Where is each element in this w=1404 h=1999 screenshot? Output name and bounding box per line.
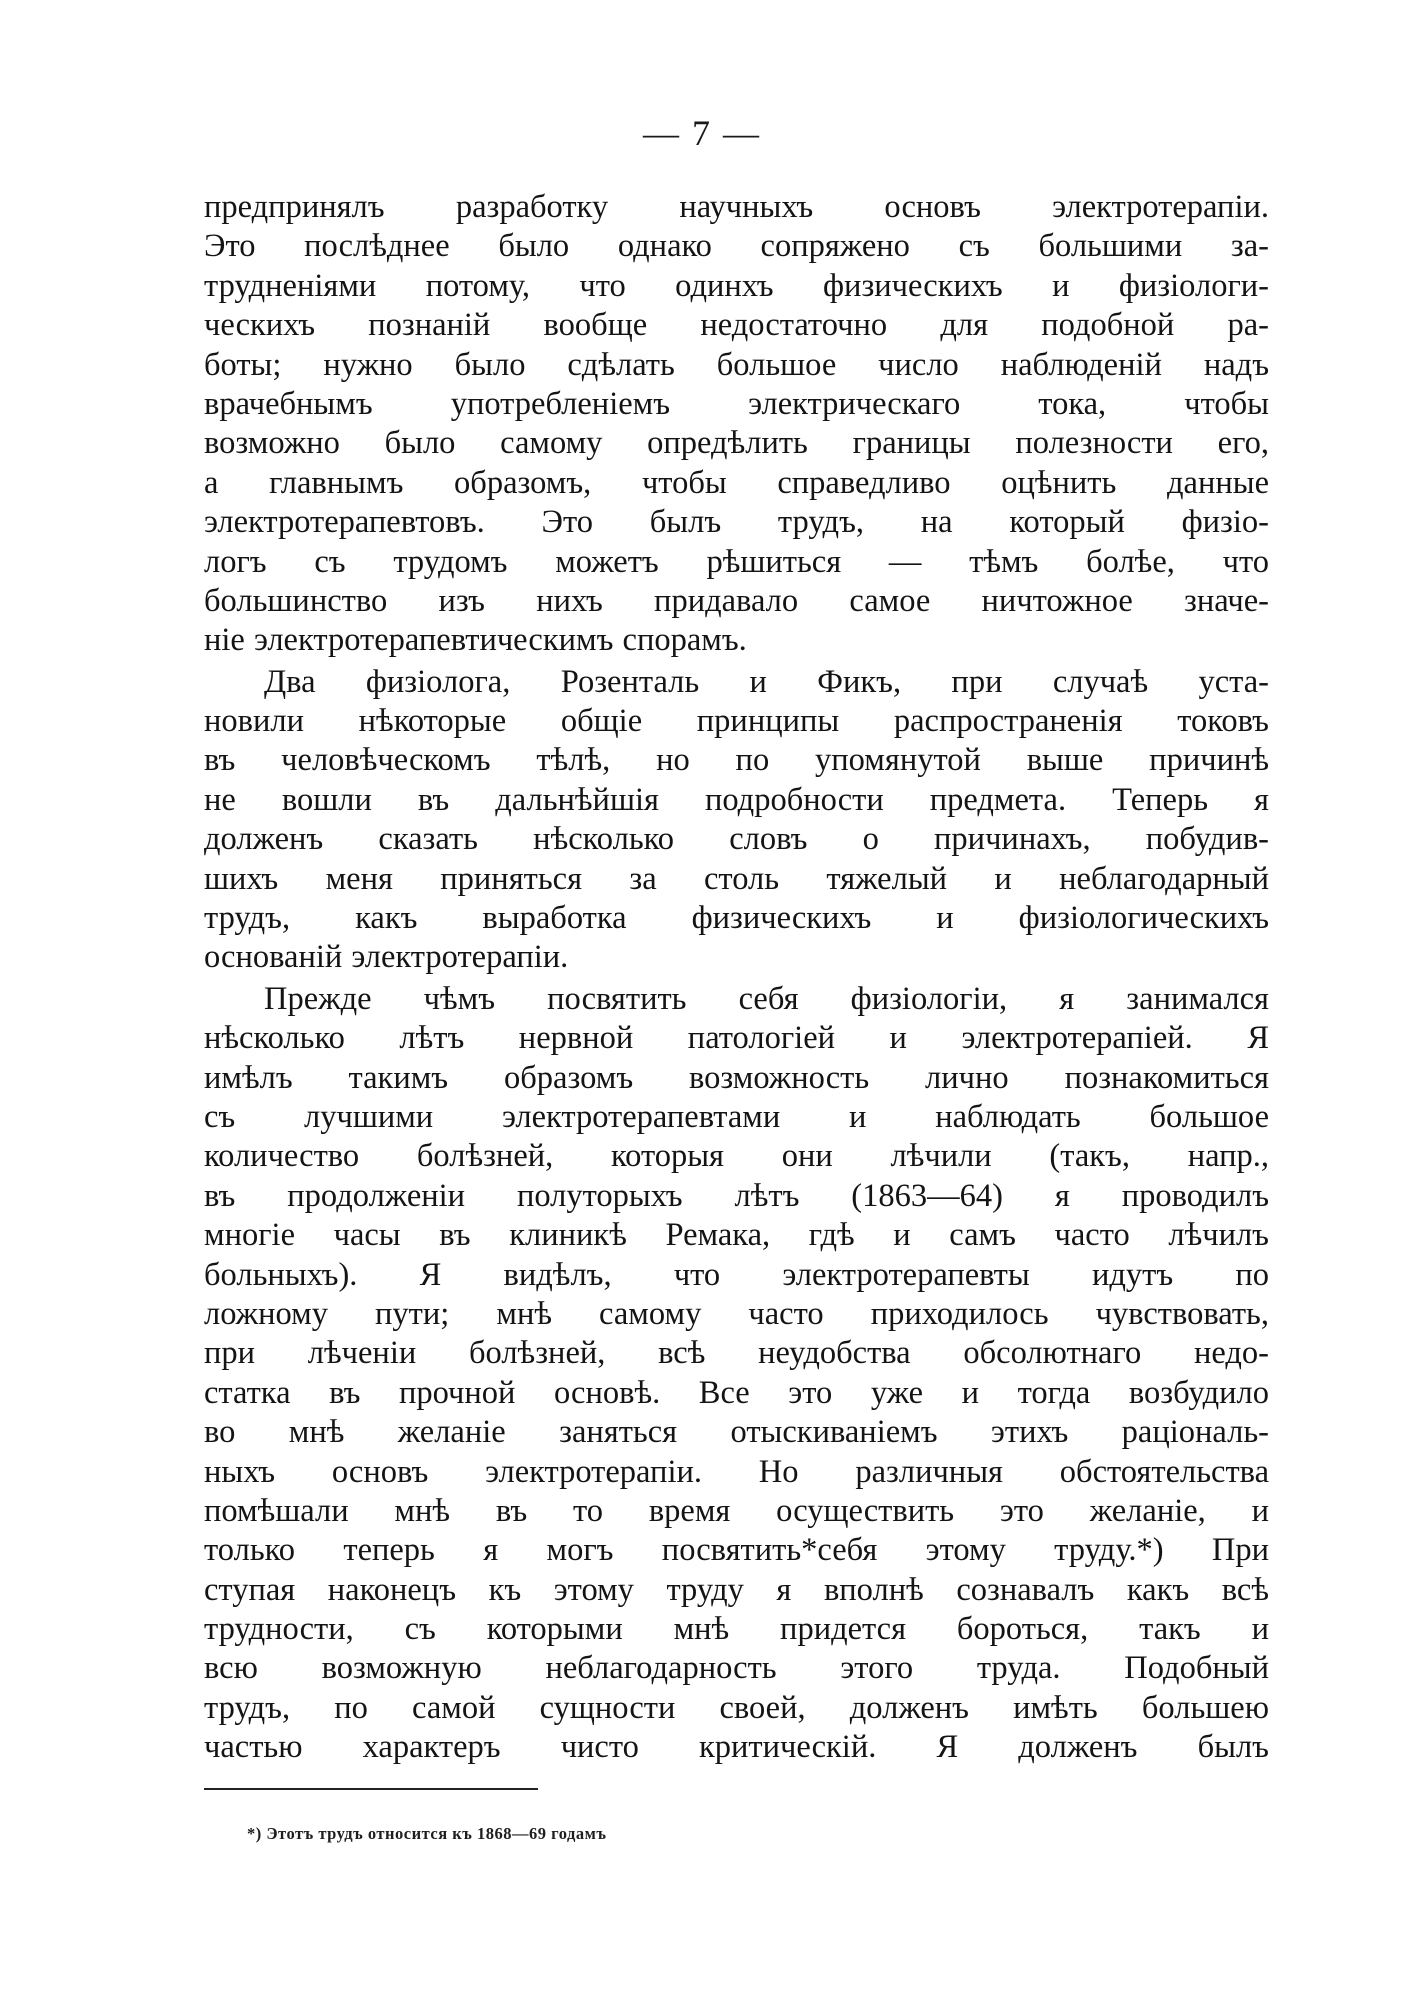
text-line: статка въ прочной основѣ. Все это уже и тогда возбудило <box>204 1374 1269 1411</box>
text-line: электротерапевтовъ. Это былъ трудъ, на который физіо- <box>204 504 1269 541</box>
text-line: трудъ, какъ выработка физическихъ и физіологическихъ <box>204 900 1269 937</box>
body-text <box>204 188 1269 1768</box>
text-line: долженъ сказать нѣсколько словъ о причинахъ, побудив- <box>204 821 1269 858</box>
text-line: многіе часы въ клиникѣ Ремака, гдѣ и самъ часто лѣчилъ <box>204 1217 1269 1254</box>
text-line: трудненіями потому, что одинхъ физическихъ и физіологи- <box>204 267 1269 304</box>
text-line: всю возможную неблагодарность этого труда. Подобный <box>204 1650 1269 1687</box>
text-line: возможно было самому опредѣлить границы полезности его, <box>204 425 1269 462</box>
text-line: во мнѣ желаніе заняться отыскиваніемъ этихъ раціональ- <box>204 1414 1269 1451</box>
page-number: — 7 — <box>643 113 761 153</box>
text-line: врачебнымъ употребленіемъ электрическаго тока, чтобы <box>204 385 1269 422</box>
text-line: Прежде чѣмъ посвятить себя физіологіи, я занимался <box>264 980 1269 1017</box>
text-line: ніе электротерапевтическимъ спорамъ. <box>204 622 747 659</box>
text-line: трудъ, по самой сущности своей, долженъ имѣть большею <box>204 1689 1269 1726</box>
text-line: большинство изъ нихъ придавало самое ничтожное значе- <box>204 582 1269 619</box>
text-line: имѣлъ такимъ образомъ возможность лично познакомиться <box>204 1059 1269 1096</box>
text-line: новили нѣкоторые общіе принципы распространенія токовъ <box>204 703 1269 740</box>
text-line: только теперь я могъ посвятить*себя этому труду.*) При <box>204 1532 1269 1569</box>
text-line: шихъ меня приняться за столь тяжелый и неблагодарный <box>204 860 1269 897</box>
text-line: логъ съ трудомъ можетъ рѣшиться — тѣмъ болѣе, что <box>204 543 1269 580</box>
text-line: не вошли въ дальнѣйшія подробности предмета. Теперь я <box>204 781 1269 818</box>
text-line: основаній электротерапіи. <box>204 939 569 976</box>
text-line: при лѣченіи болѣзней, всѣ неудобства обсолютнаго недо- <box>204 1335 1269 1372</box>
text-line: трудности, съ которыми мнѣ придется бороться, такъ и <box>204 1611 1269 1648</box>
text-line: ныхъ основъ электротерапіи. Но различныя обстоятельства <box>204 1453 1269 1490</box>
text-line: больныхъ). Я видѣлъ, что электротерапевты идутъ по <box>204 1256 1269 1293</box>
text-line: а главнымъ образомъ, чтобы справедливо оцѣнить данные <box>204 464 1269 501</box>
text-line: частью характеръ чисто критическій. Я долженъ былъ <box>204 1729 1269 1766</box>
text-line: Это послѣднее было однако сопряжено съ большими за- <box>204 228 1269 265</box>
text-line: въ человѣческомъ тѣлѣ, но по упомянутой выше причинѣ <box>204 742 1269 779</box>
footnote-divider <box>204 1788 538 1790</box>
text-line: ложному пути; мнѣ самому часто приходилось чувствовать, <box>204 1295 1269 1332</box>
text-line: съ лучшими электротерапевтами и наблюдать большое <box>204 1098 1269 1135</box>
text-line: помѣшали мнѣ въ то время осуществить это желаніе, и <box>204 1492 1269 1529</box>
text-line: Два физіолога, Розенталь и Фикъ, при случаѣ уста- <box>264 663 1269 700</box>
text-line: ступая наконецъ къ этому труду я вполнѣ сознавалъ какъ всѣ <box>204 1571 1269 1608</box>
footnote: *) Этотъ трудъ относится къ 1868—69 годамъ <box>247 1824 607 1843</box>
text-line: боты; нужно было сдѣлать большое число наблюденій надъ <box>204 346 1269 383</box>
text-line: ческихъ познаній вообще недостаточно для подобной ра- <box>204 307 1269 344</box>
text-line: нѣсколько лѣтъ нервной патологіей и электротерапіей. Я <box>204 1020 1269 1057</box>
text-line: количество болѣзней, которыя они лѣчили (такъ, напр., <box>204 1138 1269 1175</box>
text-line: предпринялъ разработку научныхъ основъ электротерапіи. <box>204 189 1269 225</box>
text-line: въ продолженіи полуторыхъ лѣтъ (1863—64) я проводилъ <box>204 1177 1269 1214</box>
